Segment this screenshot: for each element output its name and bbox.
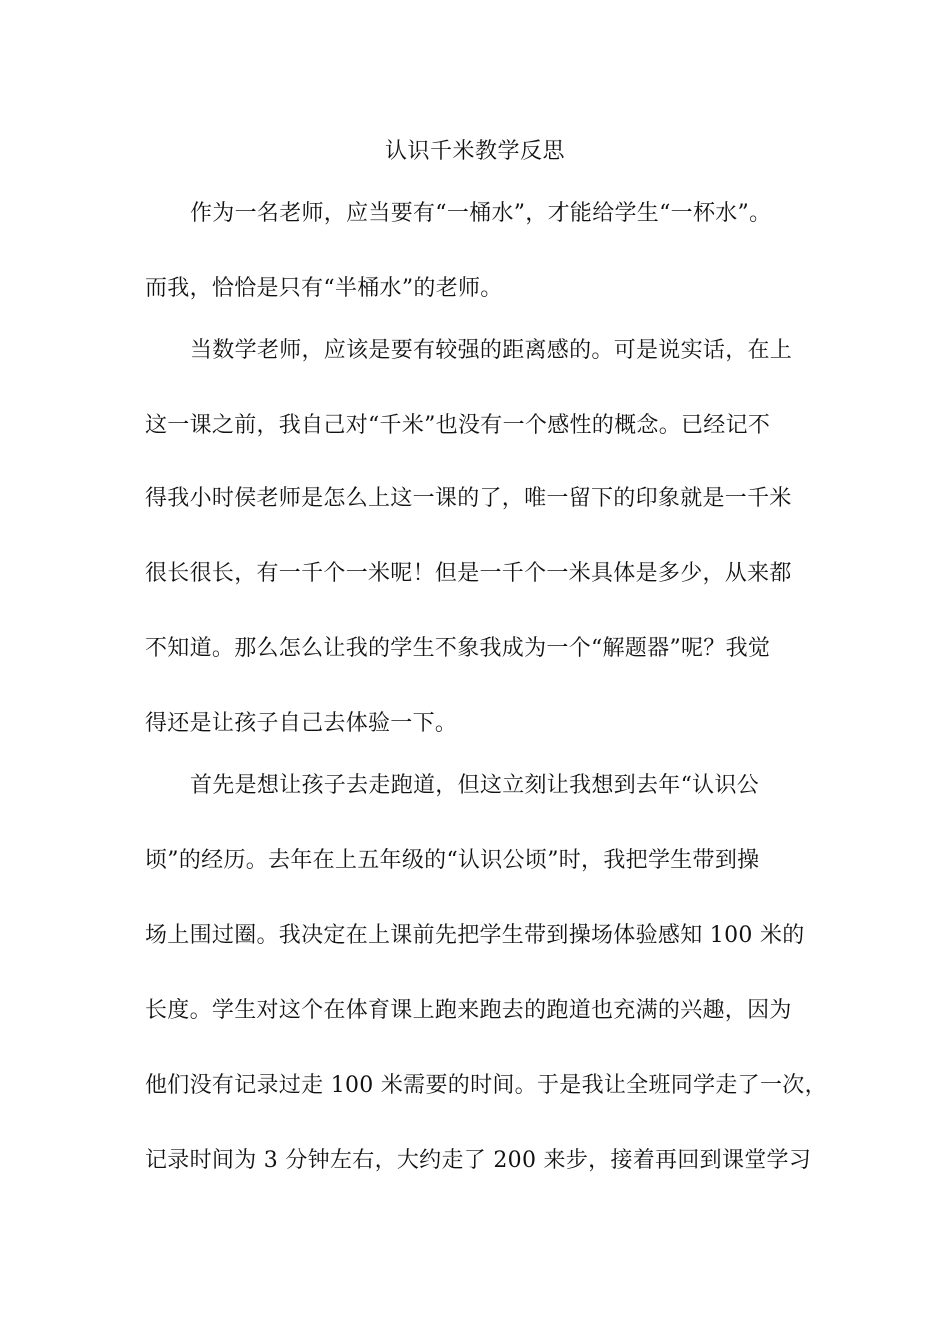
paragraph-2-line-3: 得我小时侯老师是怎么上这一课的了，唯一留下的印象就是一千米	[145, 486, 792, 511]
paragraph-3-line-6: 记录时间为 3 分钟左右，大约走了 200 来步，接着再回到课堂学习	[145, 1148, 812, 1173]
paragraph-3-line-5: 他们没有记录过走 100 米需要的时间。于是我让全班同学走了一次，	[145, 1073, 827, 1098]
paragraph-3-line-3: 场上围过圈。我决定在上课前先把学生带到操场体验感知 100 米的	[145, 923, 805, 948]
paragraph-2-line-4: 很长很长，有一千个一米呢！但是一千个一米具体是多少，从来都	[145, 561, 792, 586]
paragraph-2-line-6: 得还是让孩子自己去体验一下。	[145, 711, 458, 736]
paragraph-2-line-5: 不知道。那么怎么让我的学生不象我成为一个“解题器”呢？我觉	[145, 636, 771, 661]
paragraph-3-line-1: 首先是想让孩子去走跑道，但这立刻让我想到去年“认识公	[190, 773, 760, 798]
paragraph-1-line-1: 作为一名老师，应当要有“一桶水”，才能给学生“一杯水”。	[190, 201, 772, 226]
paragraph-1-line-2: 而我，恰恰是只有“半桶水”的老师。	[145, 276, 503, 301]
paragraph-3-line-2: 顷”的经历。去年在上五年级的“认识公顷”时，我把学生带到操	[145, 848, 760, 873]
paragraph-2-line-2: 这一课之前，我自己对“千米”也没有一个感性的概念。已经记不	[145, 413, 771, 438]
paragraph-2-line-1: 当数学老师，应该是要有较强的距离感的。可是说实话，在上	[190, 338, 793, 363]
paragraph-3-line-4: 长度。学生对这个在体育课上跑来跑去的跑道也充满的兴趣，因为	[145, 998, 792, 1023]
document-title: 认识千米教学反思	[384, 139, 565, 164]
